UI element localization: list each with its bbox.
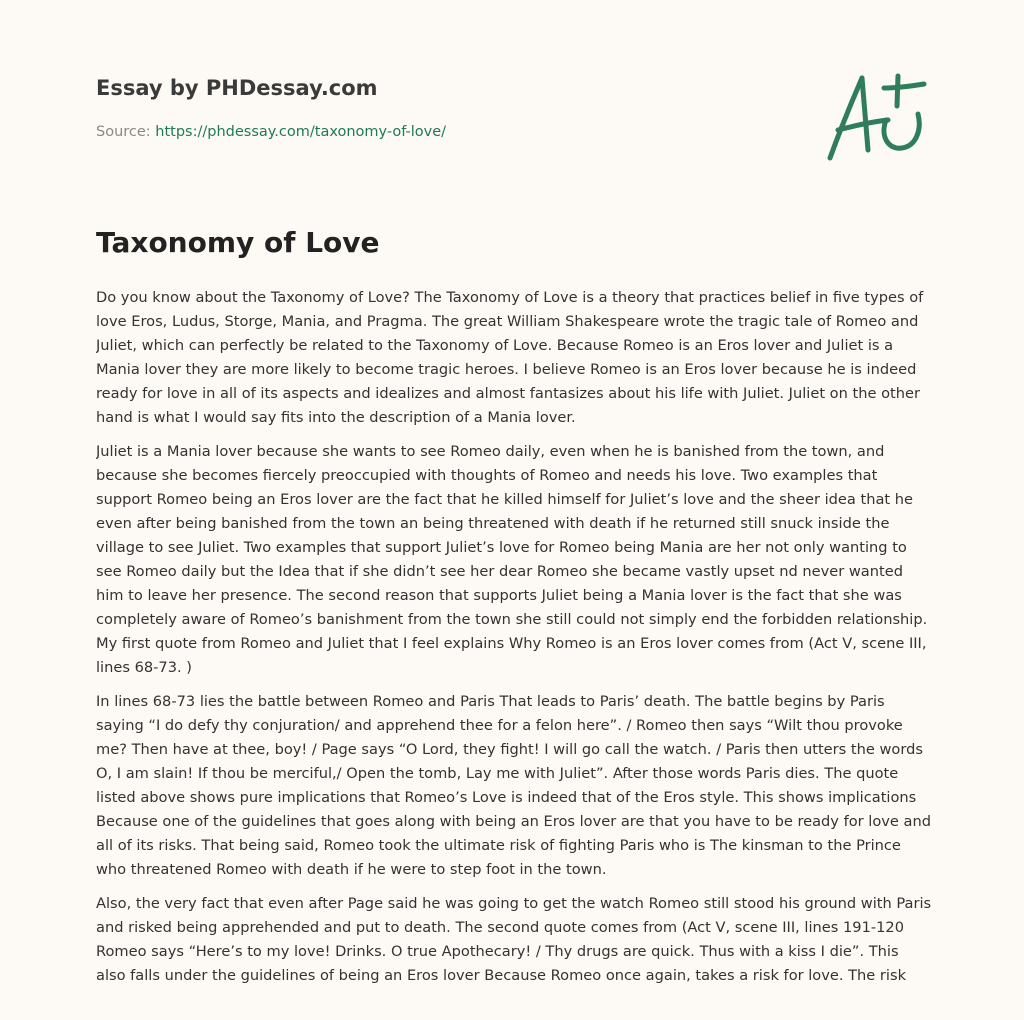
essay-paragraph: Also, the very fact that even after Page said he was going to get the watch Romeo still stood his ground with Paris and risked being apprehended and put to death. The second quote comes from (Act V, scene III, lines 191-120 Romeo says “Here’s to my love! Drinks. O true Apothecary! / Thy drugs are quick. Thus with a kiss I die”. This also falls under the guidelines of being an Eros lover Because Romeo once again, takes a risk for love. The risk (96, 895, 932, 984)
essay-paragraph: In lines 68-73 lies the battle between Romeo and Paris That leads to Paris’ death. The battle begins by Paris saying “I do defy thy conjuration/ and apprehend thee for a felon here”. / Romeo then says “Wilt thou provoke me? Then have at thee, boy! / Page says “O Lord, they fight! I will go call the watch. / Paris then utters the words O, I am slain! If thou be merciful,/ Open the tomb, Lay me with Juliet”. After those words Paris dies. The quote listed above shows pure implications that Romeo’s Love is indeed that of the Eros style. This shows implications Because one of the guidelines that goes along with being an Eros lover are that you have to be ready for love and all of its risks. That being said, Romeo took the ultimate risk of fighting Paris who is The kinsman to the Prince who threatened Romeo with death if he were to step foot in the town. (96, 693, 931, 878)
essay-paragraph: Do you know about the Taxonomy of Love? The Taxonomy of Love is a theory that practices belief in five types of love Eros, Ludus, Storge, Mania, and Pragma. The great William Shakespeare wrote the tragic tale of Romeo and Juliet, which can perfectly be related to the Taxonomy of Love. Because Romeo is an Eros lover and Juliet is a Mania lover they are more likely to become tragic heroes. I believe Romeo is an Eros lover because he is indeed ready for love in all of its aspects and idealizes and almost fantasizes about his life with Juliet. Juliet on the other hand is what I would say fits into the description of a Mania lover. (96, 289, 924, 426)
source-label: Source: (96, 124, 151, 140)
essay-body (96, 286, 932, 1020)
source-link[interactable]: https://phdessay.com/taxonomy-of-love/ (155, 124, 447, 140)
a-plus-grade-icon (824, 66, 928, 166)
site-brand: Essay by PHDessay.com (96, 76, 378, 100)
essay-title: Taxonomy of Love (96, 226, 380, 259)
essay-paragraph: Juliet is a Mania lover because she wants to see Romeo daily, even when he is banished from the town, and because she becomes fiercely preoccupied with thoughts of Romeo and needs his love. Two examples that support Romeo being an Eros lover are the fact that he killed himself for Juliet’s love and the sheer idea that he even after being banished from the town an being threatened with death if he returned still snuck inside the village to see Juliet. Two examples that support Juliet’s love for Romeo being Mania are her not only wanting to see Romeo daily but the Idea that if she didn’t see her dear Romeo she became vastly upset nd never wanted him to leave her presence. The second reason that supports Juliet being a Mania lover is the fact that she was completely aware of Romeo’s banishment from the town she still could not simply end the forbidden relationship. My first quote from Romeo and Juliet that I feel explains Why Romeo is an Eros lover comes from (Act V, scene III, lines 68-73. ) (96, 443, 928, 676)
source-line (96, 124, 446, 140)
